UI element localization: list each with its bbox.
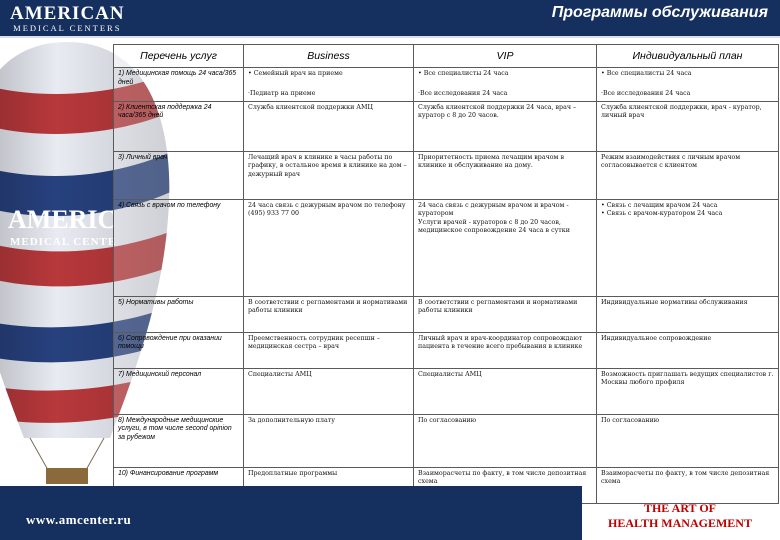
vip-cell xyxy=(414,68,597,102)
row-name: 7) Медицинский персонал xyxy=(114,368,244,414)
logo-line2: MEDICAL CENTERS xyxy=(13,23,122,33)
cell-line: • Связь с лечащим врачом 24 часа xyxy=(601,201,718,209)
table-row xyxy=(114,151,779,199)
individual-cell: Индивидуальное сопровождение xyxy=(597,332,779,368)
vip-cell: Приоритетность приема лечащим врачом в клинике и обслуживание на дому. xyxy=(414,151,597,199)
tagline-line1: THE ART OF xyxy=(643,501,717,515)
page-title: Программы обслуживания xyxy=(551,4,768,21)
individual-cell xyxy=(597,199,779,296)
tagline-line2: HEALTH MANAGEMENT xyxy=(608,516,752,530)
cell-line: ·Все исследования 24 часа xyxy=(601,90,691,98)
column-header-services: Перечень услуг xyxy=(114,45,244,68)
column-header-vip: VIP xyxy=(414,45,597,68)
business-cell: Специалисты АМЦ xyxy=(244,368,414,414)
business-cell: Лечащий врач в клинике в часы работы по графику, в остальное время в клинике на дом – дежурный врач xyxy=(244,151,414,199)
table-row xyxy=(114,414,779,467)
business-cell: В соответствии с регламентами и нормативами работы клиники xyxy=(244,296,414,332)
cell-line: • Семейный врач на приеме xyxy=(248,70,343,77)
business-cell: 24 часа связь с дежурным врачом по телефону (495) 933 77 00 xyxy=(244,199,414,296)
cell-line: • Связь с врачом-куратором 24 часа xyxy=(601,210,723,218)
individual-cell: Индивидуальные нормативы обслуживания xyxy=(597,296,779,332)
balloon-logo-text-2: MEDICAL CENTE xyxy=(10,236,117,248)
individual-cell: Возможность приглашать ведущих специалистов г. Москвы любого профиля xyxy=(597,368,779,414)
vip-cell: Личный врач и врач-координатор сопровождают пациента в течение всего пребывания в клинике xyxy=(414,332,597,368)
business-cell: Преемственность сотрудник ресепшн – медицинская сестра – врач xyxy=(244,332,414,368)
table-header-row xyxy=(114,45,779,68)
individual-cell: Служба клиентской поддержки, врач - куратор, личный врач xyxy=(597,101,779,151)
row-name: 8) Международные медицинские услуги, в том числе second opinion за рубежом xyxy=(114,414,244,467)
individual-cell xyxy=(597,68,779,102)
row-name: 3) Личный врач xyxy=(114,151,244,199)
business-cell: За дополнительную плату xyxy=(244,414,414,467)
cell-line: Услуги врачей - кураторов с 8 до 20 часов, медицинское сопровождение 24 часа в сутки xyxy=(418,218,570,235)
individual-cell: Взаиморасчеты по факту, в том числе депозитная схема xyxy=(597,467,779,503)
business-cell xyxy=(244,68,414,102)
service-programs-table xyxy=(113,44,779,504)
column-header-individual: Индивидуальный план xyxy=(597,45,779,68)
table-row xyxy=(114,332,779,368)
vip-cell: Взаиморасчеты по факту, в том числе депозитная схема xyxy=(414,467,597,503)
vip-cell: Служба клиентской поддержки 24 часа, врач – куратор с 8 до 20 часов. xyxy=(414,101,597,151)
individual-cell: По согласованию xyxy=(597,414,779,467)
cell-line: ·Педиатр на приеме xyxy=(248,90,316,98)
header-bar xyxy=(0,0,780,38)
row-name: 5) Нормативы работы xyxy=(114,296,244,332)
table-row xyxy=(114,296,779,332)
vip-cell xyxy=(414,199,597,296)
individual-cell: Режим взаимодействия с личным врачом согласовывается с клиентом xyxy=(597,151,779,199)
footer-bar xyxy=(0,486,582,540)
row-name: 4) Связь с врачом по телефону xyxy=(114,199,244,296)
cell-line: ·Все исследования 24 часа xyxy=(418,90,508,98)
row-name: 1) Медицинская помощь 24 часа/365 дней xyxy=(114,68,244,102)
vip-cell: Специалисты АМЦ xyxy=(414,368,597,414)
company-logo[interactable] xyxy=(10,4,125,33)
vip-cell: В соответствии с регламентами и нормативами работы клиники xyxy=(414,296,597,332)
cell-line: • Все специалисты 24 часа xyxy=(418,70,509,77)
logo-line1: AMERICAN xyxy=(10,3,125,24)
vip-cell: По согласованию xyxy=(414,414,597,467)
table-row xyxy=(114,368,779,414)
business-cell: Служба клиентской поддержки АМЦ xyxy=(244,101,414,151)
website-link[interactable]: www.amcenter.ru xyxy=(26,512,132,527)
cell-line: 24 часа связь с дежурным врачом и врачом - куратором xyxy=(418,201,569,218)
row-name: 10) Финансирование программ xyxy=(114,467,244,503)
cell-line: • Все специалисты 24 часа xyxy=(601,70,692,77)
row-name: 6) Сопровождение при оказании помощи xyxy=(114,332,244,368)
column-header-business: Business xyxy=(244,45,414,68)
tagline xyxy=(590,501,770,531)
business-cell: Предоплатные программы xyxy=(244,467,414,503)
balloon-logo-text-1: AMERIC xyxy=(8,205,117,234)
table-row xyxy=(114,101,779,151)
table-row xyxy=(114,68,779,102)
row-name: 2) Клиентская поддержка 24 часа/365 дней xyxy=(114,101,244,151)
table-row xyxy=(114,199,779,296)
